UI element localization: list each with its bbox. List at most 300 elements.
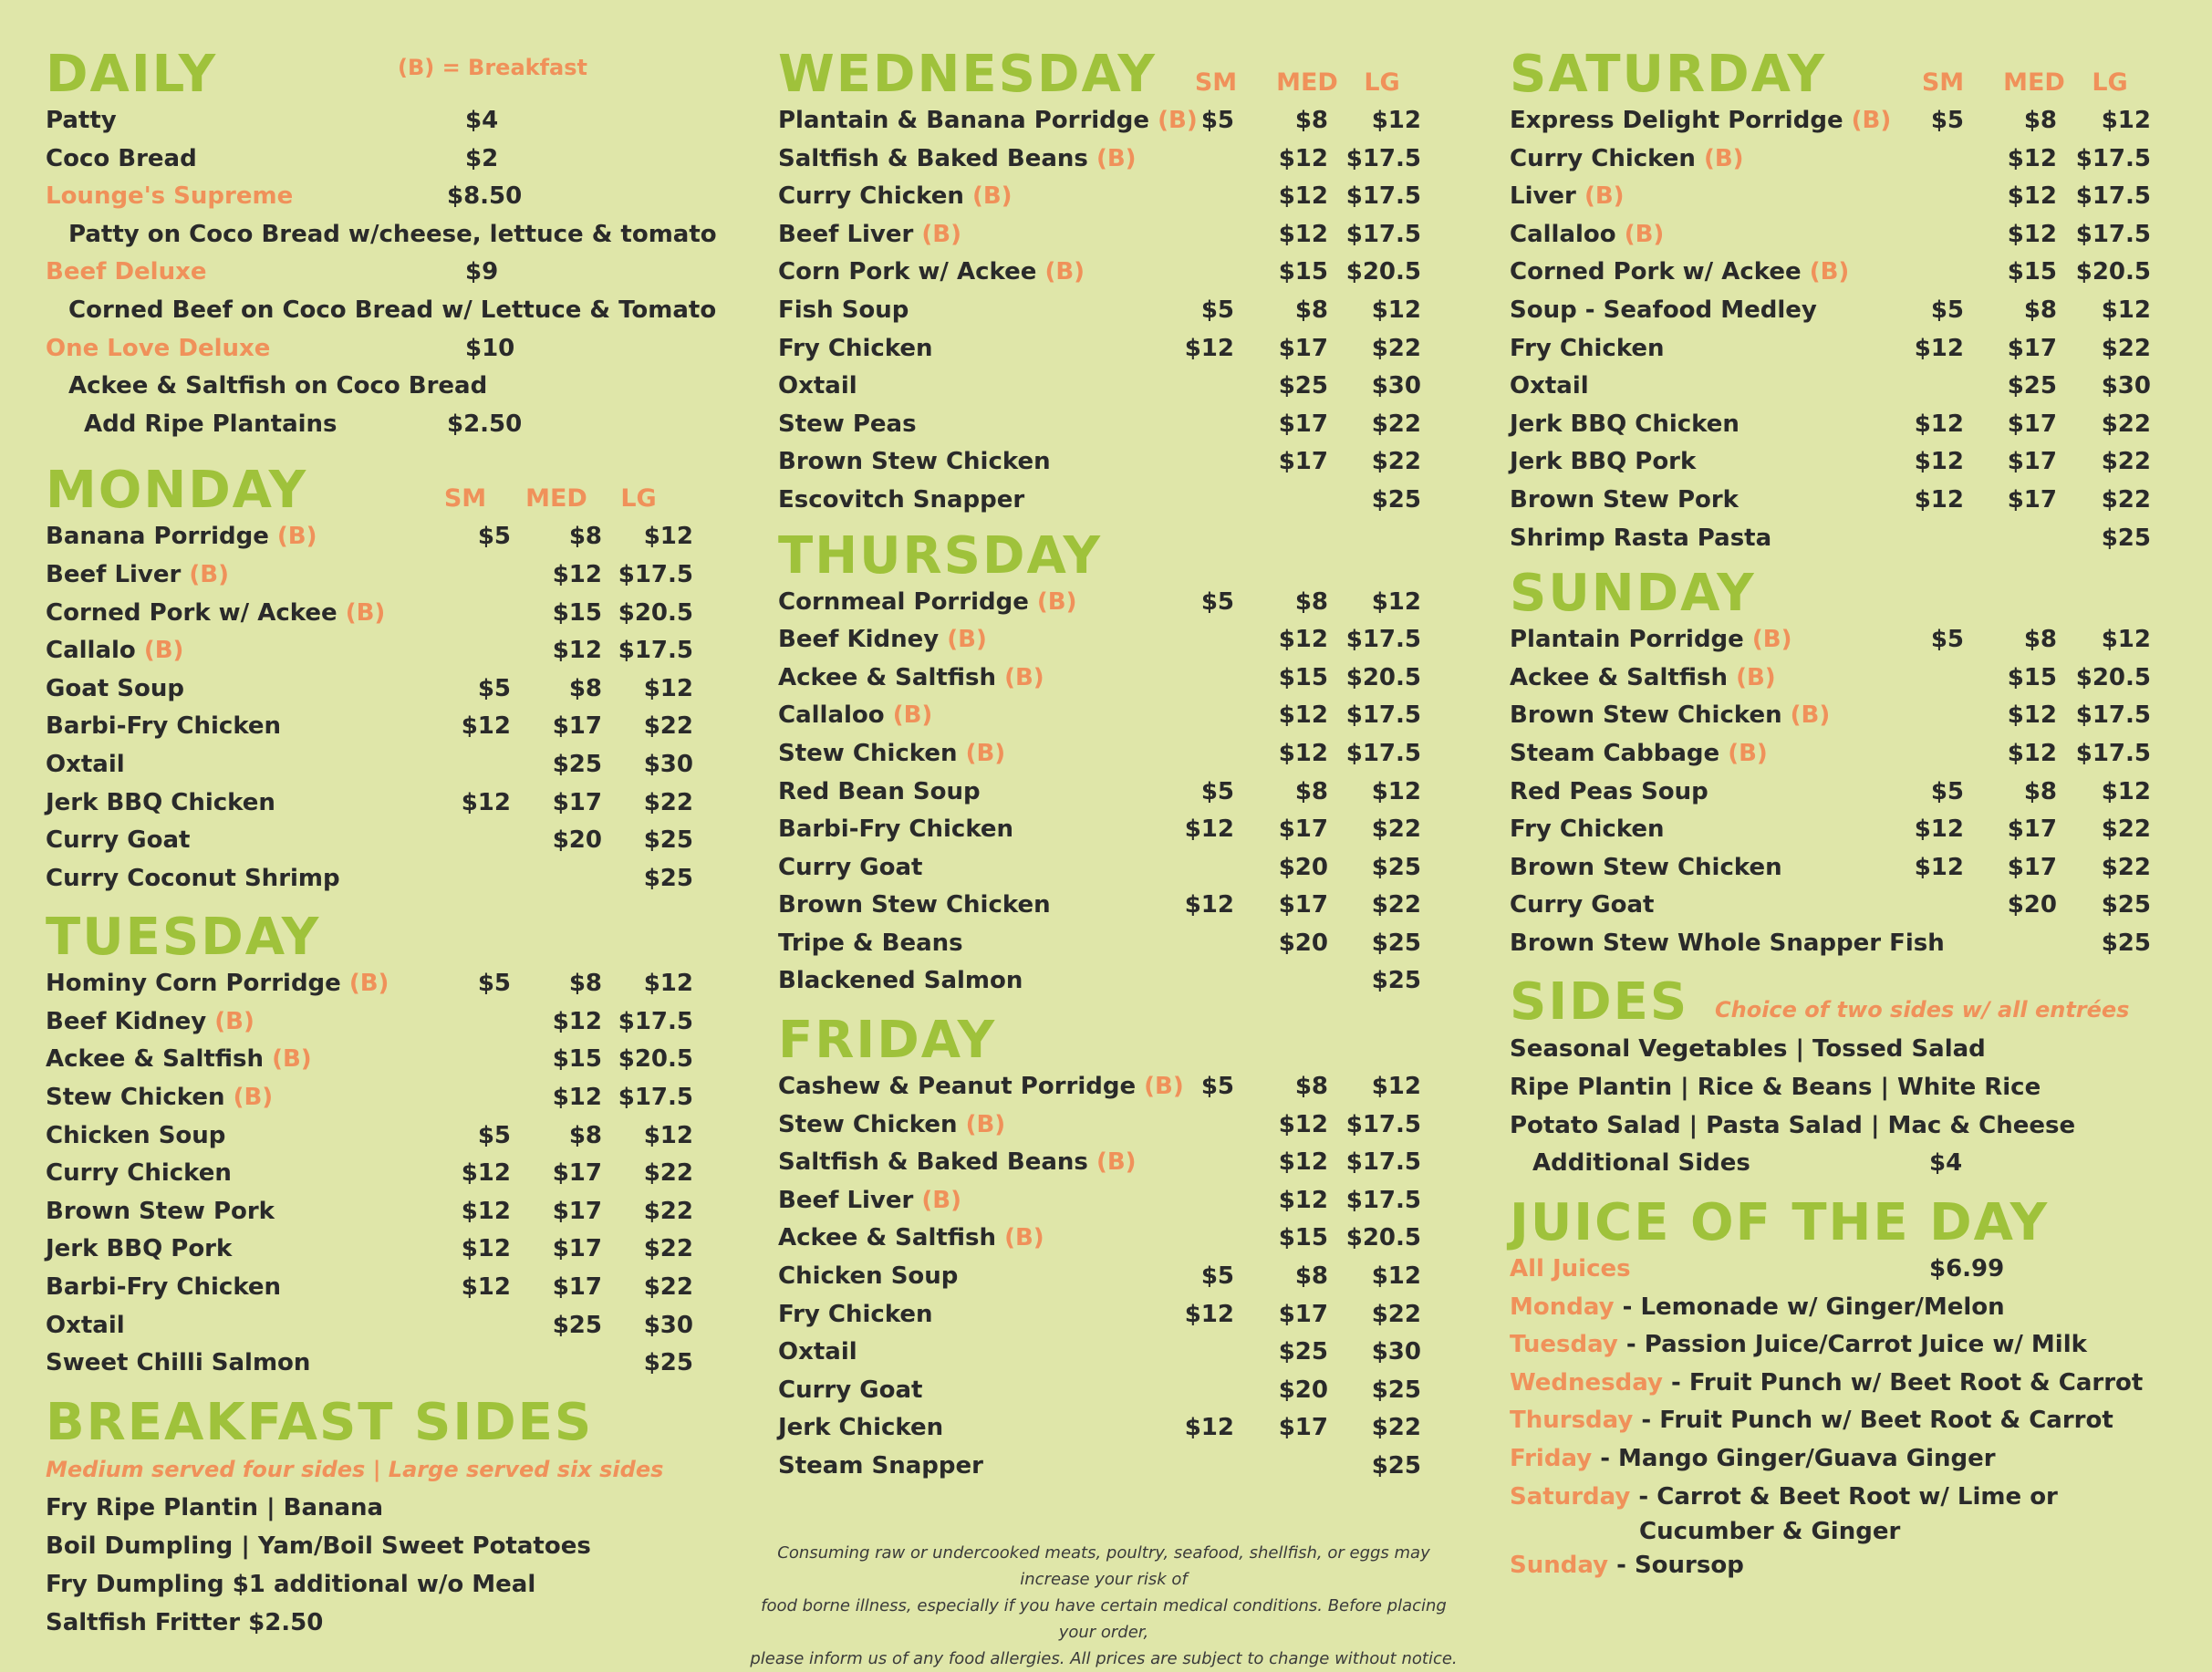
daily-item [46,102,721,140]
item-name [778,849,922,888]
price-sm: $12 [1184,891,1234,919]
item-name [778,1220,1044,1258]
menu-item-row [46,1003,721,1042]
daily-item [46,140,721,179]
price-lg: $22 [643,712,693,741]
breakfast-tag: (B) [276,523,317,551]
price-lg: $25 [643,1349,693,1377]
menu-item-row [46,1269,721,1307]
price-lg: $17.5 [1345,626,1421,654]
menu-item-row [778,406,1444,444]
price-lg: $17.5 [2075,220,2151,248]
item-name [1510,697,1830,735]
size-med-label: MED [1276,68,1338,97]
price-med: $12 [1278,626,1328,654]
breakfast-tag: (B) [1703,144,1744,172]
item-name-text: Curry Goat [1510,891,1655,919]
item-name: Patty [46,107,117,134]
price-lg: $17.5 [2075,182,2151,211]
sides-header [1510,964,2176,1033]
item-name-text: Beef Liver [778,220,914,248]
item-name-text: Fry Chicken [778,334,933,362]
all-juices-label: All Juices [1510,1255,1631,1283]
item-name-text: Beef Liver [778,1186,914,1214]
breakfast-tag: (B) [921,1186,961,1214]
item-name: One Love Deluxe [46,334,271,362]
breakfast-tag: (B) [965,1110,1006,1138]
price-sm: $5 [1930,107,1964,134]
breakfast-tag: (B) [1096,144,1137,172]
price-med: $12 [2007,220,2057,248]
price-lg: $25 [1371,967,1421,995]
additional-sides-price: $4 [1929,1149,1963,1178]
item-name [778,254,1085,292]
price-med: $15 [552,598,602,627]
menu-item-row [778,887,1444,925]
item-name [46,708,281,746]
item-price: $2.50 [447,410,523,438]
item-name: Corned Beef on Coco Bread w/ Lettuce & Tomato [68,296,717,324]
item-name [1510,774,1708,812]
item-name-text: Stew Chicken [778,739,958,767]
item-name-text: Brown Stew Pork [1510,485,1739,514]
item-name-text: Steam Snapper [778,1452,983,1480]
price-lg: $22 [1371,410,1421,438]
price-med: $8 [2023,296,2057,324]
item-name [1510,330,1665,369]
price-med: $8 [1294,296,1328,324]
item-name-text: Corned Pork w/ Ackee [1510,258,1802,286]
item-name-text: Ackee & Saltfish [778,1224,997,1252]
menu-item-row [1510,659,2176,698]
menu-item-row [778,482,1444,520]
sunday-title: SUNDAY [1510,564,1756,624]
item-name-text: Barbi-Fry Chicken [778,815,1014,844]
sunday-header [1510,556,2176,624]
item-name [778,1106,1005,1145]
price-lg: $25 [2101,929,2151,957]
item-name-text: Corned Pork w/ Ackee [46,598,338,627]
price-med: $17 [552,1159,602,1188]
item-name [778,887,1051,925]
menu-item-row [778,925,1444,963]
item-name [46,1307,125,1345]
item-name-text: Stew Chicken [778,1110,958,1138]
menu-item-row [1510,887,2176,925]
item-name-text: Brown Stew Whole Snapper Fish [1510,929,1945,957]
price-sm: $5 [477,523,511,551]
item-name [778,443,1051,482]
menu-item-row [778,254,1444,292]
item-name-text: Brown Stew Chicken [778,448,1051,476]
price-lg: $12 [1371,1073,1421,1101]
breakfast-tag: (B) [1158,107,1198,134]
price-med: $25 [552,750,602,778]
item-name [46,1079,273,1117]
price-med: $8 [1294,1073,1328,1101]
price-med: $8 [568,523,602,551]
price-med: $20 [1278,929,1328,957]
breakfast-side-line: Saltfish Fritter $2.50 [46,1608,324,1636]
menu-item-row [46,822,721,860]
item-name [778,774,981,812]
price-med: $8 [2023,777,2057,805]
daily-item [46,254,721,292]
item-name-text: Curry Goat [46,826,191,855]
item-name-text: Curry Chicken [1510,144,1696,172]
breakfast-tag: (B) [189,560,229,588]
item-name-text: Fry Chicken [1510,334,1665,362]
breakfast-tag: (B) [1851,107,1892,134]
juice-name: - Fruit Punch w/ Beet Root & Carrot [1633,1407,2113,1435]
juice-day: Saturday [1510,1482,1631,1511]
price-lg: $30 [643,750,693,778]
price-lg: $12 [2101,777,2151,805]
menu-item-row [778,178,1444,216]
price-lg: $12 [1371,587,1421,616]
price-med: $17 [2007,485,2057,514]
item-name-text: Brown Stew Chicken [1510,853,1782,881]
price-med: $17 [1278,410,1328,438]
price-lg: $22 [643,1197,693,1225]
price-lg: $12 [1371,777,1421,805]
price-lg: $22 [2101,410,2151,438]
price-med: $8 [568,674,602,702]
price-sm: $5 [1930,626,1964,654]
price-lg: $17.5 [618,1007,693,1035]
item-name-text: Callaloo [1510,220,1616,248]
price-lg: $12 [2101,626,2151,654]
item-name-text: Jerk BBQ Chicken [46,788,275,816]
juice-day: Thursday [1510,1407,1634,1435]
menu-item-row [46,784,721,823]
item-name-text: Chicken Soup [46,1121,226,1149]
menu-item-row [778,1334,1444,1372]
item-name [1510,482,1739,520]
price-med: $15 [2007,663,2057,691]
item-name-text: Curry Chicken [778,182,964,211]
item-name [46,1345,310,1383]
menu-item-row [778,621,1444,659]
all-juices-price: $6.99 [1929,1255,2005,1283]
price-lg: $22 [2101,853,2151,881]
price-sm: $5 [477,970,511,998]
friday-list [778,1068,1444,1486]
breakfast-tag: (B) [1004,663,1044,691]
item-name-text: Oxtail [46,750,125,778]
price-sm: $5 [1930,296,1964,324]
price-med: $12 [1278,739,1328,767]
item-name [778,1144,1137,1182]
daily-title: DAILY [46,45,218,104]
price-sm: $5 [477,1121,511,1149]
breakfast-tag: (B) [1736,663,1776,691]
item-name [46,784,275,823]
daily-item [46,178,721,216]
breakfast-tag: (B) [233,1084,274,1112]
price-sm: $12 [1184,1300,1234,1328]
breakfast-legend: (B) = Breakfast [398,55,588,80]
menu-item-row [1510,443,2176,482]
price-lg: $17.5 [1345,220,1421,248]
menu-item-row [778,1106,1444,1145]
price-lg: $25 [643,826,693,855]
menu-item-row [46,632,721,670]
menu-item-row [46,1041,721,1079]
price-lg: $22 [643,1159,693,1188]
price-med: $17 [2007,853,2057,881]
side-line: Seasonal Vegetables | Tossed Salad [1510,1035,1986,1064]
price-sm: $12 [461,712,511,741]
juice-day-row [1510,1479,2176,1548]
size-lg-label: LG [1364,68,1400,97]
breakfast-sides-note: Medium served four sides | Large served six sides [46,1456,664,1482]
juice-header [1510,1185,2176,1251]
price-lg: $17.5 [1345,182,1421,211]
price-lg: $25 [1371,929,1421,957]
price-sm: $12 [1914,410,1964,438]
breakfast-tag: (B) [892,701,933,730]
price-lg: $25 [2101,524,2151,552]
item-name-text: Curry Coconut Shrimp [46,864,340,892]
item-name [46,1117,225,1156]
saturday-header [1510,36,2176,102]
item-name [778,292,909,330]
price-med: $25 [552,1311,602,1339]
price-lg: $17.5 [618,1084,693,1112]
item-name [778,584,1077,622]
breakfast-tag: (B) [947,626,987,654]
item-name [46,1155,232,1193]
menu-item-row [46,1193,721,1231]
price-sm: $5 [1930,777,1964,805]
juice-day: Sunday [1510,1552,1609,1580]
item-name [1510,216,1664,254]
price-lg: $22 [1371,1414,1421,1442]
menu-item-row [778,140,1444,179]
price-med: $20 [2007,891,2057,919]
menu-item-row [46,1231,721,1269]
breakfast-tag: (B) [1044,258,1085,286]
disclaimer-line: please inform us of any food allergies. All prices are subject to change without notice. [750,1649,1458,1668]
size-sm-label: SM [1194,68,1238,97]
menu-item-row [778,216,1444,254]
price-lg: $12 [1371,1262,1421,1291]
item-name [46,1041,312,1079]
price-sm: $12 [461,1235,511,1263]
price-lg: $20.5 [618,598,693,627]
menu-item-row [46,860,721,898]
item-name [1510,621,1791,659]
item-name [46,595,385,633]
juice-day: Monday [1510,1293,1615,1321]
item-name: Add Ripe Plantains [84,410,338,438]
monday-title: MONDAY [46,461,308,521]
item-name-text: Beef Kidney [778,626,940,654]
price-sm: $12 [461,1197,511,1225]
daily-item [46,406,721,444]
item-name [46,1269,281,1307]
item-name-text: Banana Porridge [46,523,269,551]
item-name-text: Jerk Chicken [778,1414,944,1442]
item-name-text: Oxtail [778,1338,857,1366]
price-sm: $5 [1200,1262,1234,1291]
price-lg: $12 [643,523,693,551]
item-name [778,621,987,659]
menu-item-row [46,746,721,784]
item-name [778,1258,958,1296]
item-name-text: Plantain Porridge [1510,626,1744,654]
menu-item-row [778,735,1444,774]
juice-day-row [1510,1402,2176,1440]
item-name-text: Barbi-Fry Chicken [46,1273,282,1302]
price-med: $17 [2007,334,2057,362]
item-name [46,670,184,709]
wednesday-header [778,36,1444,102]
wednesday-title: WEDNESDAY [778,45,1157,104]
price-lg: $22 [643,1235,693,1263]
price-med: $8 [1294,1262,1328,1291]
item-name-text: Curry Goat [778,1376,923,1404]
price-lg: $30 [643,1311,693,1339]
juice-day-row [1510,1289,2176,1327]
breakfast-sides-header [46,1385,721,1450]
item-name [1510,406,1739,444]
price-med: $8 [1294,777,1328,805]
item-name-text: Saltfish & Baked Beans [778,1148,1088,1177]
price-lg: $17.5 [618,637,693,665]
item-name-text: Cornmeal Porridge [778,587,1029,616]
price-lg: $17.5 [1345,739,1421,767]
price-med: $17 [2007,410,2057,438]
price-lg: $22 [2101,815,2151,844]
price-med: $12 [1278,182,1328,211]
item-name-text: Curry Chicken [46,1159,232,1188]
price-med: $17 [552,712,602,741]
column-middle [778,36,1444,1486]
price-lg: $12 [2101,107,2151,134]
menu-item-row [46,670,721,709]
item-name-text: Red Peas Soup [1510,777,1708,805]
price-lg: $17.5 [1345,144,1421,172]
price-med: $12 [2007,701,2057,730]
daily-item [46,216,721,254]
price-lg: $25 [2101,891,2151,919]
item-name [1510,520,1771,558]
price-lg: $17.5 [2075,739,2151,767]
menu-item-row [46,1345,721,1383]
price-med: $12 [552,1007,602,1035]
breakfast-tag: (B) [348,970,389,998]
item-name-text: Curry Goat [778,853,923,881]
item-name: Ackee & Saltfish on Coco Bread [68,372,488,400]
friday-header [778,1002,1444,1071]
price-sm: $12 [1914,485,1964,514]
item-name [778,697,932,735]
price-lg: $20.5 [618,1045,693,1074]
menu-item-row [46,708,721,746]
item-name [46,822,190,860]
menu-item-row [1510,140,2176,179]
item-name [46,1231,232,1269]
item-name-text: Blackened Salmon [778,967,1023,995]
price-med: $8 [2023,626,2057,654]
price-lg: $17.5 [2075,701,2151,730]
menu-item-row [778,774,1444,812]
menu-item-row [46,595,721,633]
menu-item-row [46,1155,721,1193]
item-price: $10 [465,334,515,362]
thursday-list [778,584,1444,1002]
price-lg: $17.5 [1345,1186,1421,1214]
price-lg: $22 [1371,1300,1421,1328]
wednesday-list [778,102,1444,520]
item-name-text: Brown Stew Pork [46,1197,275,1225]
juice-name: - Fruit Punch w/ Beet Root & Carrot [1662,1368,2144,1397]
breakfast-sides-list [46,1489,721,1642]
side-line: Potato Salad | Pasta Salad | Mac & Cheese [1510,1112,2076,1140]
item-name-text: Ackee & Saltfish [46,1045,265,1074]
item-name-text: Stew Peas [778,410,917,438]
saturday-list [1510,102,2176,557]
item-name [778,216,961,254]
breakfast-side-line: Boil Dumpling | Yam/Boil Sweet Potatoes [46,1532,591,1560]
menu-item-row [1510,482,2176,520]
juice-list [1510,1289,2176,1585]
item-name [1510,292,1817,330]
price-med: $12 [552,637,602,665]
item-name-text: Brown Stew Chicken [778,891,1051,919]
menu-item-row [778,368,1444,406]
item-name [778,1068,1184,1106]
breakfast-tag: (B) [971,182,1013,211]
item-name [46,965,389,1003]
side-line: Ripe Plantin | Rice & Beans | White Rice [1510,1074,2041,1102]
menu-item-row [1510,621,2176,659]
menu-item-row [1510,368,2176,406]
price-lg: $20.5 [1345,663,1421,691]
price-med: $20 [1278,853,1328,881]
price-sm: $12 [1184,334,1234,362]
tuesday-header [46,899,721,968]
monday-header [46,452,721,521]
menu-item-row [1510,330,2176,369]
item-name-text: Oxtail [46,1311,125,1339]
menu-item-row [778,584,1444,622]
menu-item-row [1510,102,2176,140]
menu-item-row [1510,216,2176,254]
all-juices-row [1510,1251,2176,1289]
item-name [778,925,963,963]
menu-item-row [46,556,721,595]
column-right [1510,36,2176,1585]
price-lg: $17.5 [1345,701,1421,730]
sunday-list [1510,621,2176,962]
item-name-text: Soup - Seafood Medley [1510,296,1817,324]
monday-list [46,518,721,898]
item-price: $8.50 [447,182,523,211]
item-name [46,632,183,670]
price-med: $17 [2007,815,2057,844]
price-sm: $12 [1184,1414,1234,1442]
price-med: $17 [1278,1300,1328,1328]
price-sm: $5 [1200,777,1234,805]
item-name [778,368,857,406]
price-lg: $25 [1371,1376,1421,1404]
price-sm: $5 [477,674,511,702]
menu-item-row [1510,774,2176,812]
item-name-text: Fry Chicken [778,1300,933,1328]
